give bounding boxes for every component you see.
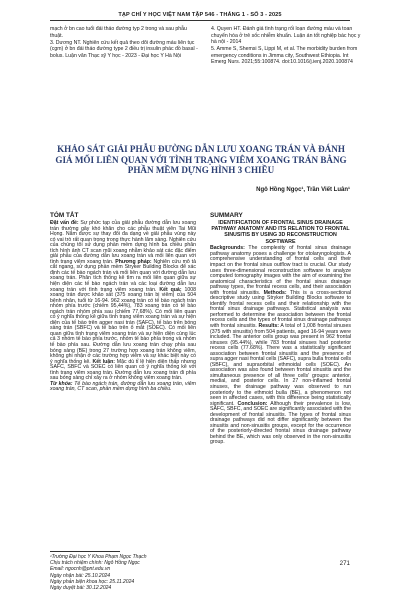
footnote-received: Ngày nhận bài: 25.10.2024 [50,572,111,579]
result-label: Kết quả: [159,286,182,293]
journal-header: TẠP CHÍ Y HỌC VIỆT NAM TẬP 546 - THÁNG 1 - SỐ 3 - 2025 [118,12,282,18]
header-divider [50,20,350,21]
english-title: IDENTIFICATION OF FRONTAL SINUS DRAINAGE PATHWAY ANATOMY AND ITS RELATION TO FRONTAL SINUSITIS BY USING 3D RECONSTRUCTION SOFTWARE [211,220,350,245]
footnote-affiliation: ¹Trường Đại học Y Khoa Phạm Ngọc Thạch [50,554,147,560]
method-label: Phương pháp: [115,258,152,265]
results-text: A total of 1,008 frontal sinuses (375 with sinusitis) from 504 patients, aged 16-94 years were included. The anterior cells group was present in 962 frontal sinuses (95.44%), while 783 frontal sinuses had posterior recess cells (77.68%). There was a statistically significant association between frontal sinusitis and the presence of supra agger nasi frontal cells (SAFC), supra bulla frontal cells (SBFC), and supraorbital ethmoidal cells (SOEC). An association was also found between frontal sinusitis and the simultaneous presence of all three cells' groups: anterior, medial, and posterior cells. In 27 non-inflamed frontal sinuses, the drainage pathway was observed to run posteriorly to the ethmoid bulla (BE), a phenomenon not seen in affected cases, with this difference being statistically significant. [210,322,352,407]
page-number: 271 [339,560,350,567]
abstract-en-body [210,246,351,446]
keywords-label: Từ khóa: [50,380,73,387]
reference-item: mạch ở bn cao tuổi đái tháo đường typ 2 trong và sau phẫu thuật. [50,26,187,39]
background-label: Backgrounds: [210,245,245,252]
results-label: Results: [258,322,280,329]
background-text: The complexity of frontal sinus drainage pathway anatomy poses a challenge for otolaryngologists. A comprehensive understanding of frontal cells and their impact on the frontal sinus outflow tract is crucial. Our study uses three-dimensional reconstruction software to analyze computed tomography images with the aim of examining the anatomical characteristics of the frontal sinus drainage pathway types, the frontal recess cells, and their association with frontal sinusitis. [210,245,351,296]
references-left-column [50,26,200,60]
abstract-english [210,220,351,446]
conclusion-en-text: Although their prevalence is low, SAFC, SBFC, and SOEC are significantly associated with the development of frontal sinusitis. The types of frontal sinus drainage pathways did not differ significantly between the sinusitis and non-sinusitis groups, except for the occurrence of the posteriorly-directed frontal sinus drainage pathway behind the BE, which was only observed in the non-sinusitis group. [210,400,351,446]
reference-item: 5. Amme S, Shemsi S, Lippi M, et al. The morbidity burden from emergency conditions in Jimma city, Southwest Ethiopia. Int Emerg Nurs. 2021;55:100874. doi:10.1016/j.ienj.2020.100874 [211,46,358,66]
conclusion-label: Kết luận: [92,358,116,365]
methods-label: Methods: [263,289,287,296]
footnote-corresponding: Chịu trách nhiệm chính: Ngô Hồng Ngọc [50,560,140,567]
method-text: Nghiên cứu mô tả cắt ngang, sử dụng phần mềm Stryker Building Blocks để xác định các tế bào ngách trán và mối liên quan với đường dẫn lưu xoang trán. Phân tích thống kê tìm ra mối liên quan giữa sự hiện diện các tế bào ngách trán và các loại đường dẫn lưu xoang trán với tình trạng viêm xoang trán. [50,258,196,293]
footnote [50,554,147,591]
abstract-vi-body [50,221,196,382]
methods-text: This is a cross-sectional descriptive study using Stryker Building Blocks software to identify frontal recess cells and their relationship with the frontal sinus drainage pathways. Statistical analysis was performed to determine the association between the frontal recess cells and the types of frontal sinus drainage pathways with frontal sinusitis. [210,289,351,329]
footnote-divider [50,551,120,552]
references-right-column [211,26,361,66]
result-text: 1008 xoang trán được khảo sát (375 xoang trán bị viêm) của 504 bệnh nhân, tuổi từ 16-94. 962 xoang trán có tế bào ngách trán nhóm phía trước (chiếm 95,44%), 783 xoang trán có tế bào ngách trán nhóm phía sau (chiếm 77,68%). Có mối liên quan có ý nghĩa thống kê giữa tình trạng viêm xoang trán và sự hiện diện của tế bào trên agger nasi trán (SAFC), tế bào trên bóng sàng trán (SBFC) và tế bào trên ổ mắt (SOEC). Có mối liên quan giữa tình trạng viêm xoang trán và sự hiện diện cùng lúc cả 3 nhóm tế bào phía trước, nhóm tế bào phía trong và nhóm tế bào phía sau. Đường dẫn lưu xoang trán chạy phía sau bóng sàng (BE) trong 27 trường hợp xoang trán không viêm, không ghi nhận ở các trường hợp viêm và sự khác biệt này có ý nghĩa thống kê. [50,286,196,365]
article-authors: Ngô Hồng Ngọc¹, Trần Viết Luân¹ [256,187,350,193]
abstract-en-heading: SUMMARY [210,212,243,219]
article-title: KHẢO SÁT GIẢI PHẪU ĐƯỜNG DẪN LƯU XOANG TRÁN VÀ ĐÁNH GIÁ MỐI LIÊN QUAN VỚI TÌNH TRẠNG VIÊM XOANG TRÁN BẰNG PHẦN MỀM DỰNG HÌNH 3 CHIỀU [55,144,347,176]
conclusion-en-label: Conclusion: [237,400,268,407]
abstract-vietnamese [50,221,196,393]
objective-text: Sự phức tạp của giải phẫu đường dẫn lưu xoang trán thường gây khó khăn cho các phẫu thuật viên Tai Mũi Họng. Nắm được sự thay đổi đa dạng về giải phẫu vùng này có vai trò rất quan trọng trong thực hành lâm sàng. Nghiên cứu của chúng tôi sử dụng phần mềm dựng hình ba chiều phân tích hình ảnh CT scan mũi xoang nhằm khảo sát các đặc điểm giải phẫu của đường dẫn lưu xoang trán và mối liên quan với tình trạng viêm xoang trán. [50,220,197,265]
keywords-text: Tế bào ngách trán, đường dẫn lưu xoang trán, viêm xoang trán, CT scan, phần mềm dựng hình ba chiều. [50,380,196,393]
reference-item: 3. Dương NT. Nghiên cứu kết quả theo dõi đường máu liên tục (cgm) ở bn đái tháo đường type 2 điều trị insulin phác đồ basal - bolus. Luận văn Thạc sỹ Y học - 2023 - Đại học Y Hà Nội [50,39,198,59]
objective-label: Đặt vấn đề: [50,220,79,226]
reference-item: 4. Quyen HT. Đánh giá tình trạng rối loạn đường máu và toan chuyển hóa ở trẻ sốc nhiễm khuẩn. Luận án tốt nghiệp bác học y hà nội - 2014 [211,26,361,46]
footnote-email: Email: ngocnh@pnt.edu.vn [50,566,111,573]
footnote-reviewed: Ngày phản biện khoa học: 25.11.2024 [50,578,135,585]
conclusion-text: Mặc dù tỉ lệ hiện diện thấp nhưng SAFC, SBFC và SOEC có liên quan có ý nghĩa thống kê với tình trạng viêm xoang trán. Đường dẫn lưu xoang trán đi phía sau bóng sàng chỉ xảy ra ở nhóm không viêm xoang trán. [50,358,196,382]
footnote-accepted: Ngày duyệt bài: 30.12.2024 [50,585,112,592]
keywords-paragraph [50,382,196,393]
abstract-vi-heading: TÓM TẮT [50,212,79,219]
